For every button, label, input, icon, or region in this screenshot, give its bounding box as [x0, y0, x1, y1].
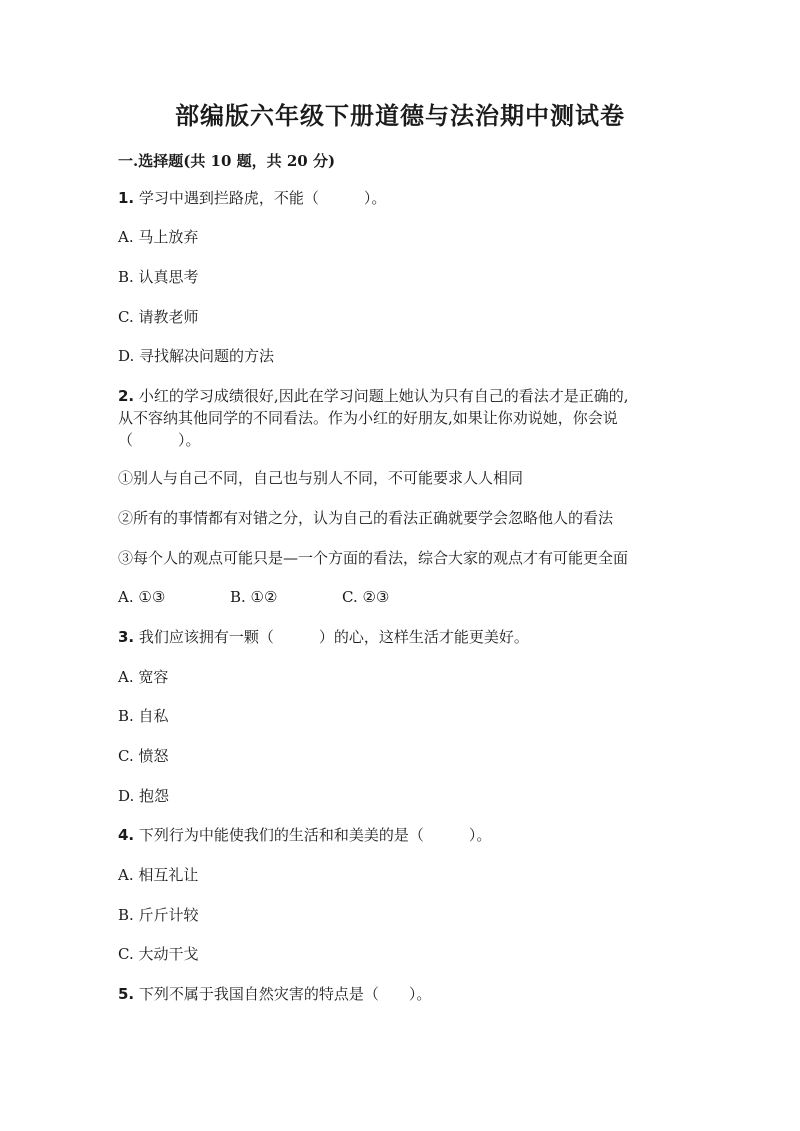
question-5-stem — [118, 984, 431, 1004]
q4-option-c: C. 大动干戈 — [118, 945, 199, 963]
q2-option-b: B. ①② — [230, 588, 278, 606]
q1-option-b: B. 认真思考 — [118, 268, 199, 286]
q3-option-b: B. 自私 — [118, 707, 169, 725]
question-text: 我们应该拥有一颗（ ）的心，这样生活才能更美好。 — [138, 628, 529, 646]
question-2-stem-line-1 — [118, 386, 628, 406]
q1-option-c: C. 请教老师 — [118, 308, 199, 326]
question-text: 下列行为中能使我们的生活和和美美的是（ ）。 — [138, 826, 492, 844]
question-text: 学习中遇到拦路虎，不能（ ）。 — [138, 189, 387, 207]
question-text: 小红的学习成绩很好,因此在学习问题上她认为只有自己的看法才是正确的, — [138, 387, 629, 405]
q2-statement-3: ③每个人的观点可能只是—一个方面的看法，综合大家的观点才有可能更全面 — [118, 549, 629, 567]
q1-option-d: D. 寻找解决问题的方法 — [118, 347, 275, 365]
question-3-stem — [118, 627, 529, 647]
question-number: 3. — [118, 628, 135, 646]
q2-option-a: A. ①③ — [118, 588, 166, 606]
q2-statement-2: ②所有的事情都有对错之分，认为自己的看法正确就要学会忽略他人的看法 — [118, 509, 614, 527]
q3-option-d: D. 抱怨 — [118, 787, 170, 805]
question-4-stem — [118, 825, 491, 845]
question-2-stem-line-2: 从不容纳其他同学的不同看法。作为小红的好朋友,如果让你劝说她，你会说 — [118, 409, 618, 427]
q4-option-b: B. 斤斤计较 — [118, 906, 199, 924]
q2-options-row — [118, 587, 454, 607]
page-title: 部编版六年级下册道德与法治期中测试卷 — [175, 101, 625, 130]
question-2-stem-line-3: （ ）。 — [118, 431, 201, 449]
q1-option-a: A. 马上放弃 — [118, 228, 199, 246]
question-number: 4. — [118, 826, 135, 844]
q2-option-c: C. ②③ — [342, 588, 390, 606]
question-number: 5. — [118, 985, 135, 1003]
q2-statement-1: ①别人与自己不同，自己也与别人不同，不可能要求人人相同 — [118, 469, 524, 487]
question-number: 2. — [118, 387, 135, 405]
question-1-stem — [118, 188, 386, 208]
section-heading: 一.选择题(共 10 题，共 20 分) — [118, 152, 336, 170]
q3-option-a: A. 宽容 — [118, 668, 169, 686]
q4-option-a: A. 相互礼让 — [118, 866, 199, 884]
question-number: 1. — [118, 189, 135, 207]
q3-option-c: C. 愤怒 — [118, 747, 169, 765]
question-text: 下列不属于我国自然灾害的特点是（ ）。 — [138, 985, 432, 1003]
